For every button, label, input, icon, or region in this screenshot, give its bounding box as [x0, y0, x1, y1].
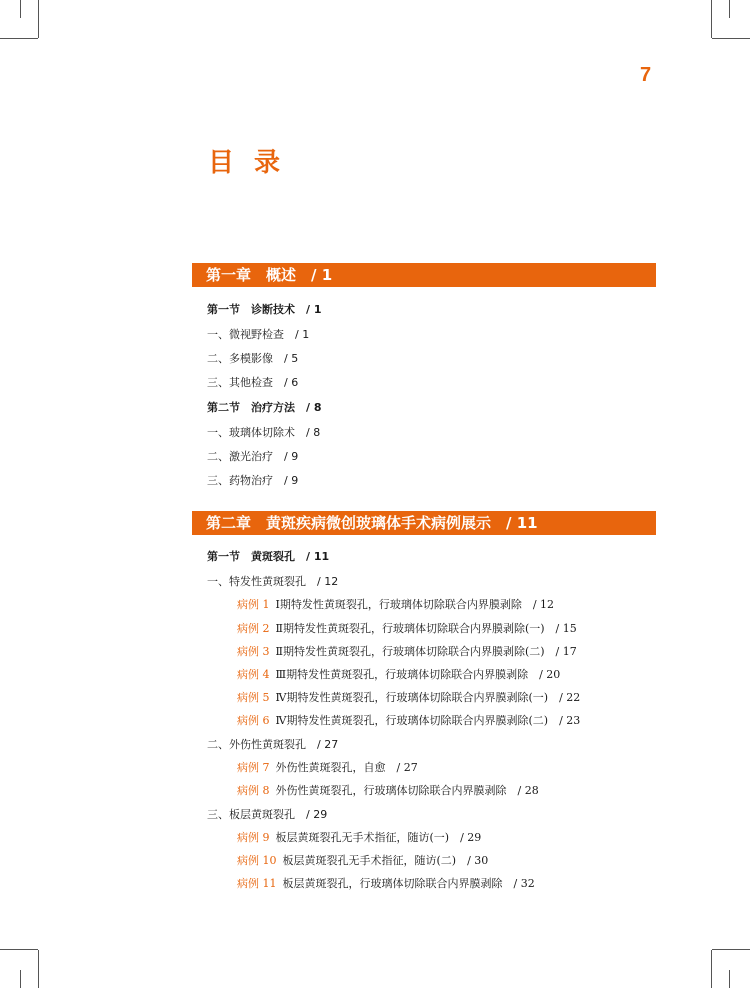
case-label: 病例 1 — [237, 598, 270, 611]
chapter-1-heading[interactable]: 第一章 概述 / 1 — [192, 263, 656, 287]
section-2-1[interactable]: 第一节 黄斑裂孔 / 11 — [207, 550, 330, 563]
case-title: Ⅱ期特发性黄斑裂孔，行玻璃体切除联合内界膜剥除(一) / 15 — [275, 622, 577, 635]
case-title: 外伤性黄斑裂孔，行玻璃体切除联合内界膜剥除 / 28 — [275, 784, 539, 797]
case-title: Ⅳ期特发性黄斑裂孔，行玻璃体切除联合内界膜剥除(一) / 22 — [275, 691, 581, 704]
crop-mark-top-left-h — [0, 38, 38, 39]
item-1-1-1[interactable]: 一、微视野检查 / 1 — [207, 328, 310, 341]
case-4[interactable] — [237, 668, 560, 682]
crop-mark-bottom-left-h — [0, 949, 38, 950]
crop-mark-top-right-v2 — [729, 0, 730, 18]
case-11[interactable] — [237, 877, 535, 891]
crop-mark-bottom-right-h — [712, 949, 750, 950]
item-1-1-3[interactable]: 三、其他检查 / 6 — [207, 376, 299, 389]
case-1[interactable] — [237, 598, 554, 612]
item-2-1-2[interactable]: 二、外伤性黄斑裂孔 / 27 — [207, 738, 339, 751]
case-label: 病例 3 — [237, 645, 270, 658]
item-1-2-2[interactable]: 二、激光治疗 / 9 — [207, 450, 299, 463]
crop-mark-top-left-v2 — [20, 0, 21, 18]
case-9[interactable] — [237, 831, 481, 845]
case-title: 外伤性黄斑裂孔，自愈 / 27 — [275, 761, 418, 774]
case-6[interactable] — [237, 714, 580, 728]
section-1-1[interactable]: 第一节 诊断技术 / 1 — [207, 303, 322, 316]
toc-title: 目录 — [208, 148, 301, 178]
case-8[interactable] — [237, 784, 539, 798]
crop-mark-bottom-right-v — [711, 950, 712, 988]
chapter-2-heading[interactable]: 第二章 黄斑疾病微创玻璃体手术病例展示 / 11 — [192, 511, 656, 535]
case-label: 病例 10 — [237, 854, 277, 867]
case-label: 病例 8 — [237, 784, 270, 797]
case-label: 病例 5 — [237, 691, 270, 704]
item-2-1-3[interactable]: 三、板层黄斑裂孔 / 29 — [207, 808, 328, 821]
case-3[interactable] — [237, 645, 577, 659]
case-label: 病例 2 — [237, 622, 270, 635]
case-2[interactable] — [237, 622, 577, 636]
case-title: 板层黄斑裂孔无手术指征，随访(一) / 29 — [275, 831, 482, 844]
crop-mark-bottom-right-v2 — [729, 970, 730, 988]
case-title: Ⅰ期特发性黄斑裂孔，行玻璃体切除联合内界膜剥除 / 12 — [275, 598, 555, 611]
case-title: Ⅳ期特发性黄斑裂孔，行玻璃体切除联合内界膜剥除(二) / 23 — [275, 714, 581, 727]
case-label: 病例 7 — [237, 761, 270, 774]
case-label: 病例 11 — [237, 877, 277, 890]
case-label: 病例 9 — [237, 831, 270, 844]
crop-mark-bottom-left-v2 — [20, 970, 21, 988]
crop-mark-top-left-v — [38, 0, 39, 38]
case-label: 病例 4 — [237, 668, 270, 681]
crop-mark-top-right-v — [711, 0, 712, 38]
case-title: Ⅲ期特发性黄斑裂孔，行玻璃体切除联合内界膜剥除 / 20 — [275, 668, 561, 681]
item-2-1-1[interactable]: 一、特发性黄斑裂孔 / 12 — [207, 575, 339, 588]
item-1-1-2[interactable]: 二、多模影像 / 5 — [207, 352, 299, 365]
case-5[interactable] — [237, 691, 580, 705]
case-title: Ⅱ期特发性黄斑裂孔，行玻璃体切除联合内界膜剥除(二) / 17 — [275, 645, 577, 658]
case-title: 板层黄斑裂孔，行玻璃体切除联合内界膜剥除 / 32 — [282, 877, 535, 890]
case-7[interactable] — [237, 761, 418, 775]
item-1-2-3[interactable]: 三、药物治疗 / 9 — [207, 474, 299, 487]
case-title: 板层黄斑裂孔无手术指征，随访(二) / 30 — [282, 854, 489, 867]
page-number: 7 — [640, 64, 652, 86]
case-10[interactable] — [237, 854, 488, 868]
crop-mark-top-right-h — [712, 38, 750, 39]
item-1-2-1[interactable]: 一、玻璃体切除术 / 8 — [207, 426, 321, 439]
case-label: 病例 6 — [237, 714, 270, 727]
section-1-2[interactable]: 第二节 治疗方法 / 8 — [207, 401, 322, 414]
crop-mark-bottom-left-v — [38, 950, 39, 988]
